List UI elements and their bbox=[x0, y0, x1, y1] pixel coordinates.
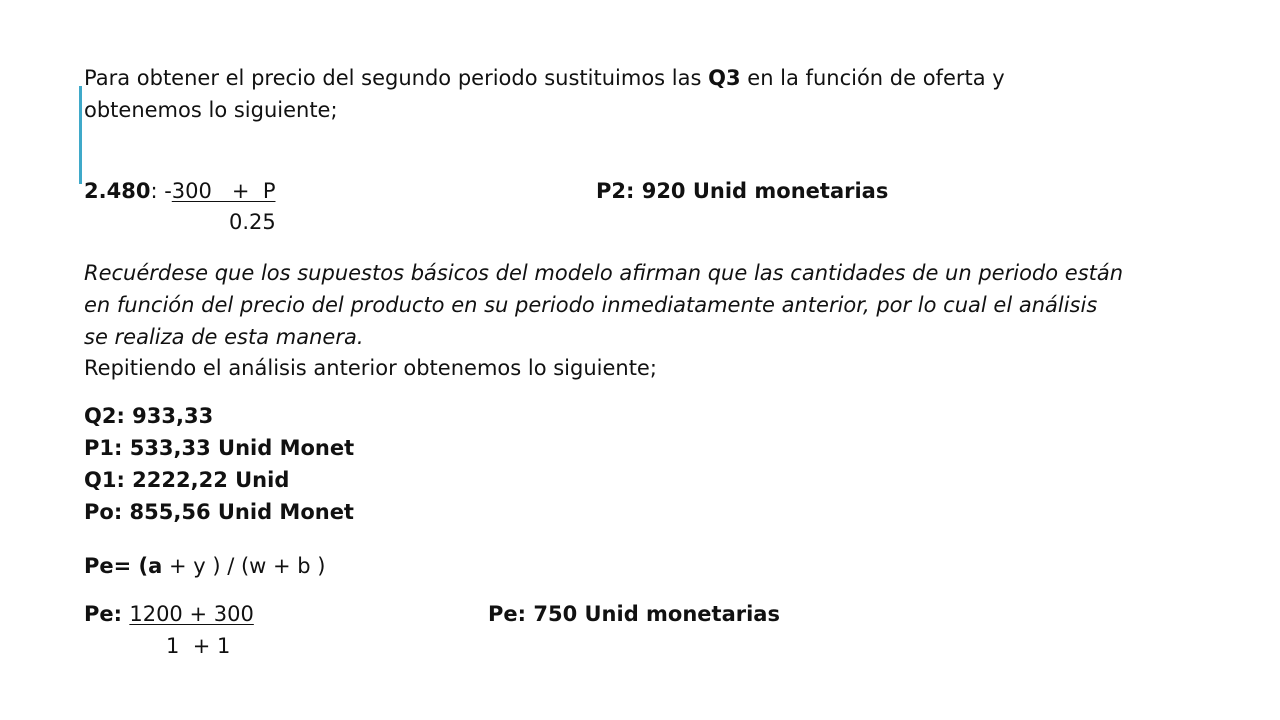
formula-rhs: + y ) / (w + b ) bbox=[162, 554, 326, 578]
accent-bar bbox=[79, 86, 82, 184]
equation-1-denominator: 0.25 bbox=[229, 210, 276, 234]
result-p1: P1: 533,33 Unid Monet bbox=[84, 436, 355, 460]
result-q2: Q2: 933,33 bbox=[84, 404, 214, 428]
intro-paragraph bbox=[84, 62, 1005, 126]
note-line-3: se realiza de esta manera. bbox=[84, 325, 364, 349]
equation-1 bbox=[84, 175, 275, 207]
results-list bbox=[84, 400, 354, 528]
result-q1: Q1: 2222,22 Unid bbox=[84, 468, 290, 492]
result-po: Po: 855,56 Unid Monet bbox=[84, 500, 354, 524]
equation-1-label: 2.480 bbox=[84, 179, 151, 203]
intro-text-end: en la función de oferta y bbox=[740, 66, 1005, 90]
equilibrium-formula bbox=[84, 550, 326, 582]
equation-1-result: P2: 920 Unid monetarias bbox=[596, 179, 889, 203]
equilibrium-denominator: 1 + 1 bbox=[166, 634, 231, 658]
equilibrium-numerator: 1200 + 300 bbox=[129, 602, 254, 626]
equation-1-numerator: 300 + P bbox=[171, 179, 276, 203]
equilibrium-equation bbox=[84, 598, 254, 630]
equilibrium-label: Pe: bbox=[84, 602, 130, 626]
equation-1-sep: : - bbox=[150, 179, 172, 203]
intro-line-2: obtenemos lo siguiente; bbox=[84, 98, 338, 122]
note-line-1: Recuérdese que los supuestos básicos del modelo afirman que las cantidades de un periodo están bbox=[84, 261, 1124, 285]
equilibrium-result: Pe: 750 Unid monetarias bbox=[488, 602, 780, 626]
intro-line-1 bbox=[84, 62, 1005, 94]
slide-content bbox=[84, 0, 1234, 720]
formula-lhs: Pe= (a bbox=[84, 554, 163, 578]
note-line-2: en función del precio del producto en su periodo inmediatamente anterior, por lo cual el análisis bbox=[84, 293, 1098, 317]
intro-text: Para obtener el precio del segundo periodo sustituimos las bbox=[84, 66, 709, 90]
note-paragraph bbox=[84, 257, 1123, 353]
intro-q3: Q3 bbox=[708, 66, 741, 90]
repeat-line: Repitiendo el análisis anterior obtenemos lo siguiente; bbox=[84, 356, 657, 380]
